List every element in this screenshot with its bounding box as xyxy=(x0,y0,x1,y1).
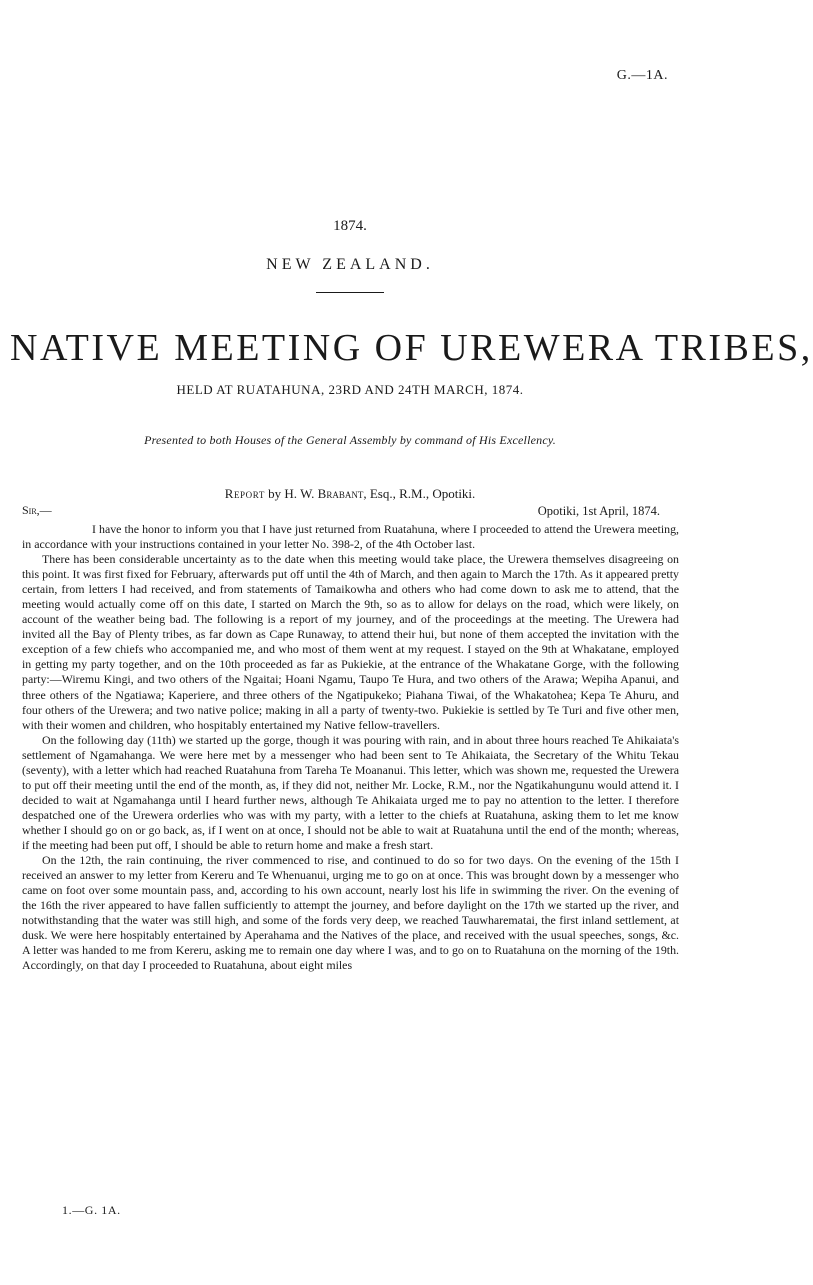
paragraph: There has been considerable uncertainty as to the date when this meeting would take place, the Urewera themselves disagreeing on this point. It was first fixed for February, afterwards put off until the 4th of March, and then again to March the 17th. As it appeared pretty certain, from letters I had received, and from statements of Tamaikowha and others who had come down to ask me to attend, that the meeting would actually come off on this date, I started on March the 9th, so as to allow for delays on the road, which were likely, on account of the weather being bad. The following is a report of my journey, and of the proceedings at the meeting. The Urewera had invited all the Bay of Plenty tribes, as far down as Cape Runaway, to attend their hui, but none of them accepted the invitation with the exception of a few chiefs who accompanied me, and who most of them went at my request. I stayed on the 9th at Whakatane, employed in getting my party together, and on the 10th proceeded as far as Pukiekie, at the entrance of the Whakatane Gorge, with the following party:—Wiremu Kingi, and two others of the Ngaitai; Hoani Ngamu, Taupo Te Hura, and two others of the Arawa; Wepiha Apanui, and three others of the Ngatiawa; Kaperiere, and three others of the Ngatipukeko; Piahana Tiwai, of the Whakatohea; Kepa Te Ahuru, and four others of the Urewera; and two native police; making in all a party of twenty-two. Pukiekie is settled by Te Turi and five other men, with their women and children, who hospitably entertained my Native fellow-travellers. xyxy=(22,552,679,732)
country-heading: NEW ZEALAND. xyxy=(266,256,434,273)
report-heading xyxy=(0,486,700,502)
report-by: by H. W. xyxy=(264,486,318,501)
paragraph: I have the honor to inform you that I have just returned from Ruatahuna, where I proceeded to attend the Urewera meeting, in accordance with your instructions contained in your letter No. 398-2, of the 4th October last. xyxy=(22,522,679,552)
report-author: Brabant xyxy=(317,486,364,501)
document-subtitle: HELD AT RUATAHUNA, 23RD AND 24TH MARCH, 1874. xyxy=(176,382,524,397)
page-footer-ref: 1.—G. 1A. xyxy=(62,1203,121,1217)
salutation: Sir,— xyxy=(22,503,52,517)
report-body xyxy=(22,522,679,973)
report-author-rest: , Esq., R.M., Opotiki. xyxy=(363,486,476,501)
dateline: Opotiki, 1st April, 1874. xyxy=(537,504,660,518)
presented-line: Presented to both Houses of the General Assembly by command of His Excellency. xyxy=(144,433,556,447)
document-reference: G.—1A. xyxy=(616,68,668,83)
paragraph: On the 12th, the rain continuing, the river commenced to rise, and continued to do so for two days. On the evening of the 15th I received an answer to my letter from Kereru and Te Whenuanui, urging me to go on at once. This was brought down by a messenger who came on foot over some mountain pass, and, according to his own account, nearly lost his life in swimming the river. On the evening of the 16th the river appeared to have fallen sufficiently to attempt the journey, and before daylight on the 17th we started up the river, and notwithstanding that the water was still high, and some of the fords very deep, we reached Tauwharematai, the first inland settlement, at dusk. We were here hospitably entertained by Aperahama and the Natives of the place, and received with the usual speeches, songs, &c. A letter was handed to me from Kereru, asking me to remain one day where I was, and to go on to Ruatahuna on the morning of the 19th. Accordingly, on that day I proceeded to Ruatahuna, about eight miles xyxy=(22,853,679,973)
year: 1874. xyxy=(333,218,367,234)
report-label: Report xyxy=(224,486,265,501)
title-rule xyxy=(316,292,384,293)
document-title: NATIVE MEETING OF UREWERA TRIBES, xyxy=(10,327,813,369)
paragraph: On the following day (11th) we started up the gorge, though it was pouring with rain, and in about three hours reached Te Ahikaiata's settlement of Ngamahanga. We were here met by a messenger who had been sent to Te Ahikaiata, the Secretary of the Whitu Tekau (seventy), with a letter which had reached Ruatahuna from Tareha Te Moananui. This letter, which was shown me, requested the Urewera to put off their meeting until the end of the month, as, if they did not, neither Mr. Locke, R.M., nor the Ngatikahungunu would attend it. I decided to wait at Ngamahanga until I heard further news, although Te Ahikaiata urged me to pay no attention to the letter. I therefore despatched one of the Urewera orderlies who was with my party, with a letter to the chiefs at Ruatahuna, asking them to let me know whether I should go on or go back, as, if I went on at once, I should not be able to wait at Ruatahuna until the end of the month; whereas, if the meeting had been put off, I should be able to return home and make a fresh start. xyxy=(22,732,679,852)
